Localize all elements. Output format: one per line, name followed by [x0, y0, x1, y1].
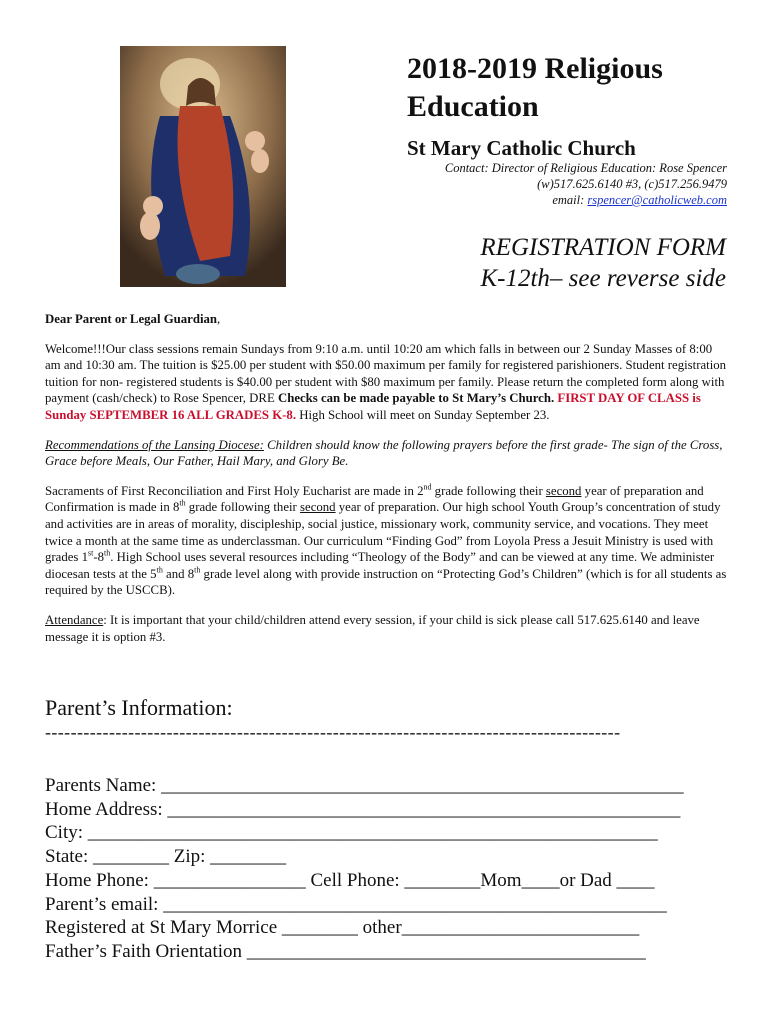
- city-field[interactable]: City: ____________________________________________________________: [45, 822, 658, 844]
- faith-orientation-field[interactable]: Father’s Faith Orientation __________________________________________: [45, 940, 646, 962]
- registered-field[interactable]: Registered at St Mary Morrice ________ other_________________________: [45, 917, 640, 939]
- page-title: 2018-2019 Religious Education: [407, 52, 663, 123]
- letter-body: [45, 311, 727, 658]
- attendance-paragraph: Attendance: It is important that your child/children attend every session, if your child is sick please call 517.625.6140 and leave message it is option #3.: [45, 612, 700, 644]
- parents-info-heading: Parent’s Information:: [45, 695, 233, 720]
- phone-field[interactable]: Home Phone: ________________ Cell Phone: ________Mom____or Dad ____: [45, 869, 655, 891]
- dashed-divider: ------------------------------------------------------------------------------------------: [45, 722, 621, 742]
- virgin-mary-painting: [120, 46, 286, 287]
- state-zip-field[interactable]: State: ________ Zip: ________: [45, 846, 287, 868]
- contact-email: email: rspencer@catholicweb.com: [552, 193, 727, 207]
- home-address-field[interactable]: Home Address: ______________________________________________________: [45, 798, 681, 820]
- church-name: St Mary Catholic Church: [407, 136, 636, 160]
- recommendations-paragraph: Recommendations of the Lansing Diocese: Children should know the following prayers before the first grade- The sign of the Cross, Grace before Meals, Our Father, Hail Mary, and Glory Be.: [45, 437, 723, 469]
- parents-name-field[interactable]: Parents Name: _______________________________________________________: [45, 775, 684, 796]
- parent-email-field[interactable]: Parent’s email: _____________________________________________________: [45, 893, 667, 915]
- registration-form-heading: REGISTRATION FORM K-12th– see reverse side: [480, 234, 726, 292]
- email-link[interactable]: rspencer@catholicweb.com: [587, 193, 727, 207]
- parent-fields: [45, 774, 735, 964]
- contact-director: Contact: Director of Religious Education: Rose Spencer: [444, 161, 727, 175]
- header: [407, 50, 727, 208]
- salutation: Dear Parent or Legal Guardian,: [45, 312, 221, 326]
- contact-phones: (w)517.625.6140 #3, (c)517.256.9479: [537, 177, 727, 191]
- sacraments-paragraph: Sacraments of First Reconciliation and First Holy Eucharist are made in 2nd grade following their second year of preparation and Confirmation is made in 8th grade following their second year of preparation. Our high school Youth Group’s concentration of study and activities are in areas of morality, discipleship, social justice, missionary work, community service, and vocations. They meet twice a month at the same time as underclassman. Our curriculum “Finding God” from Loyola Press a Jesuit Ministry is used with grades 1st-8th. High School uses several resources including “Theology of the Body” and can be viewed at any time. We administer diocesan tests at the 5th and 8th grade level along with provide instruction on “Protecting God’s Children” (which is for all students as required by the USCCB).: [45, 482, 727, 598]
- welcome-paragraph: Welcome!!!Our class sessions remain Sundays from 9:10 a.m. until 10:20 am which falls in between our 2 Sunday Masses of 8:00 am and 10:30 am. The tuition is $25.00 per student with $50.00 maximum per family for registered parishioners. Student registration tuition for non- registered students is $40.00 per student with $80 maximum per family. Please return the completed form along with payment (cash/check) to Rose Spencer, DRE Checks can be made payable to St Mary’s Church. FIRST DAY OF CLASS is Sunday SEPTEMBER 16 ALL GRADES K-8. High School will meet on Sunday September 23.: [45, 341, 727, 422]
